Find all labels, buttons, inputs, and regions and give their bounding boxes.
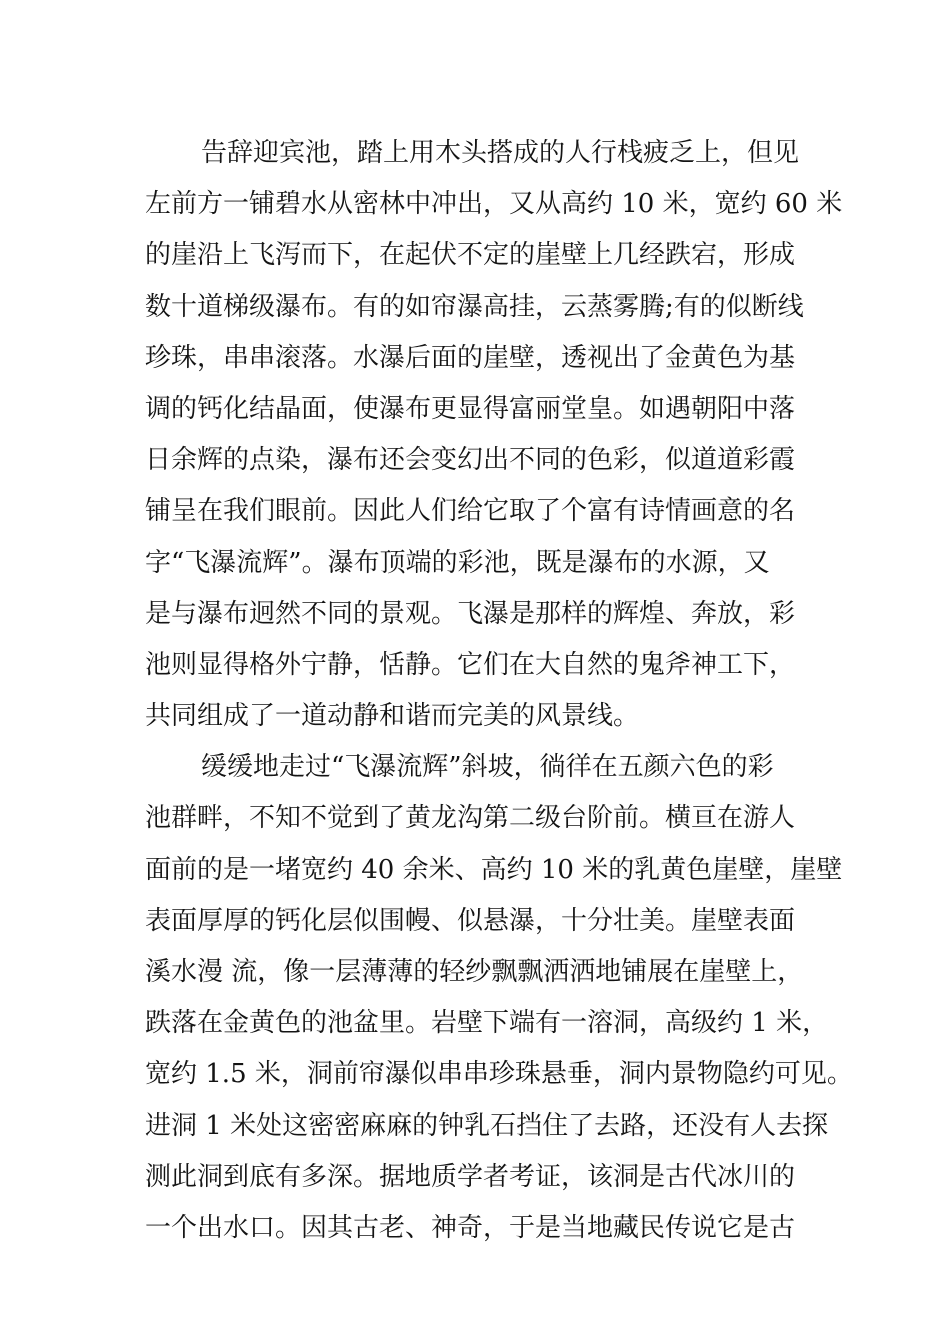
paragraph-2-line-4: 表面厚厚的钙化层似围幔、似悬瀑，十分壮美。崖壁表面	[145, 905, 796, 936]
paragraph-2-line-3: 面前的是一堵宽约 40 余米、高约 10 米的乳黄色崖壁，崖壁	[145, 854, 843, 885]
paragraph-1-line-1: 告辞迎宾池，踏上用木头搭成的人行栈疲乏上，但见	[201, 138, 800, 168]
paragraph-2-line-5: 溪水漫 流，像一层薄薄的轻纱飘飘洒洒地铺展在崖壁上，	[145, 957, 804, 987]
paragraph-2-line-1: 缓缓地走过“飞瀑流辉”斜坡，徜徉在五颜六色的彩	[201, 752, 774, 783]
paragraph-1-line-3: 的崖沿上飞泻而下，在起伏不定的崖壁上几经跌宕，形成	[145, 240, 796, 271]
paragraph-1-line-8: 铺呈在我们眼前。因此人们给它取了个富有诗情画意的名	[145, 496, 796, 527]
paragraph-1-line-10: 是与瀑布迥然不同的景观。飞瀑是那样的辉煌、奔放，彩	[145, 598, 796, 629]
paragraph-1-line-9: 字“飞瀑流辉”。瀑布顶端的彩池，既是瀑布的水源，又	[145, 547, 770, 578]
paragraph-2-line-10: 一个出水口。因其古老、神奇，于是当地藏民传说它是古	[145, 1212, 796, 1243]
paragraph-2-line-6: 跌落在金黄色的池盆里。岩壁下端有一溶洞，高级约 1 米，	[145, 1008, 829, 1039]
paragraph-2-line-2: 池群畔，不知不觉到了黄龙沟第二级台阶前。横亘在游人	[145, 803, 796, 834]
paragraph-1-line-5: 珍珠，串串滚落。水瀑后面的崖壁，透视出了金黄色为基	[145, 342, 796, 373]
paragraph-2-line-8: 进洞 1 米处这密密麻麻的钟乳石挡住了去路，还没有人去探	[145, 1110, 829, 1141]
body-text	[145, 128, 853, 1254]
paragraph-1-line-7: 日余辉的点染，瀑布还会变幻出不同的色彩，似道道彩霞	[145, 445, 796, 476]
paragraph-2-line-9: 测此洞到底有多深。据地质学者考证，该洞是古代冰川的	[145, 1161, 796, 1192]
paragraph-1-line-4: 数十道梯级瀑布。有的如帘瀑高挂，云蒸雾腾;有的似断线	[145, 291, 804, 322]
paragraph-1-line-12: 共同组成了一道动静和谐而完美的风景线。	[145, 701, 640, 732]
paragraph-1-line-2: 左前方一铺碧水从密林中冲出，又从高约 10 米，宽约 60 米	[145, 189, 843, 220]
paragraph-2-line-7: 宽约 1.5 米，洞前帘瀑似串串珍珠悬垂，洞内景物隐约可见。	[145, 1059, 853, 1090]
paragraph-1-line-11: 池则显得格外宁静，恬静。它们在大自然的鬼斧神工下，	[145, 649, 796, 680]
paragraph-1-line-6: 调的钙化结晶面，使瀑布更显得富丽堂皇。如遇朝阳中落	[145, 393, 796, 424]
